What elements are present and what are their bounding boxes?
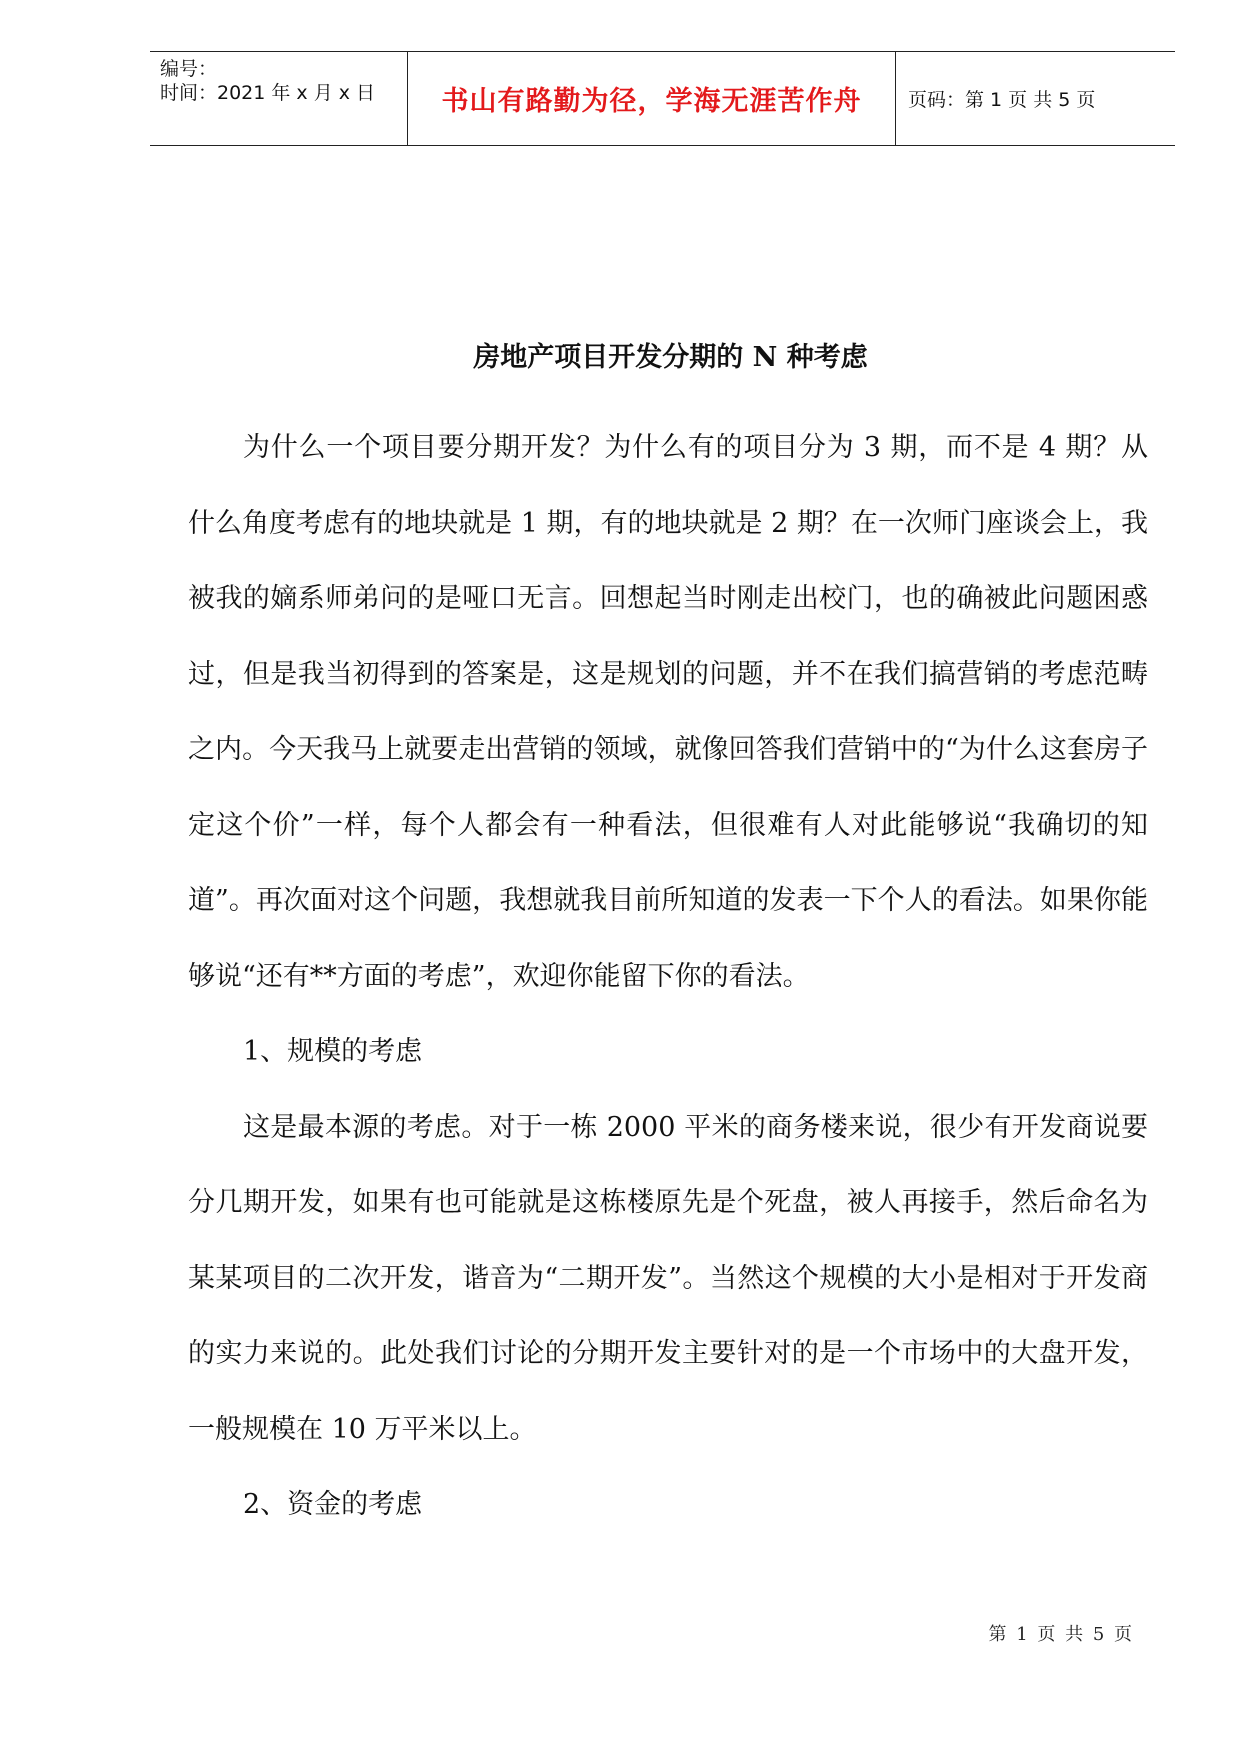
document-body [188,410,1148,1543]
header-motto: 书山有路勤为径，学海无涯苦作舟 [408,52,896,145]
header-page-info: 页码：第 1 页 共 5 页 [908,89,1096,111]
intro-paragraph: 为什么一个项目要分期开发？为什么有的项目分为 3 期，而不是 4 期？从什么角度考虑有的地块就是 1 期，有的地块就是 2 期？在一次师门座谈会上，我被我的嫡系师弟问的是哑口无言。回想起当时刚走出校门，也的确被此问题困惑过，但是我当初得到的答案是，这是规划的问题，并不在我们搞营销的考虑范畴之内。今天我马上就要走出营销的领域，就像回答我们营销中的“为什么这套房子定这个价”一样，每个人都会有一种看法，但很难有人对此能够说“我确切的知道”。再次面对这个问题，我想就我目前所知道的发表一下个人的看法。如果你能够说“还有**方面的考虑”，欢迎你能留下你的看法。 [188,432,1148,992]
section-heading-funding: 2、资金的考虑 [243,1489,423,1520]
header-meta [150,52,408,145]
scale-paragraph: 这是最本源的考虑。对于一栋 2000 平米的商务楼来说，很少有开发商说要分几期开发，如果有也可能就是这栋楼原先是个死盘，被人再接手，然后命名为某某项目的二次开发，谐音为“二期开发”。当然这个规模的大小是相对于开发商的实力来说的。此处我们讨论的分期开发主要针对的是一个市场中的大盘开发，一般规模在 10 万平米以上。 [188,1111,1148,1445]
section-heading-scale: 1、规模的考虑 [243,1036,423,1067]
document-title: 房地产项目开发分期的 N 种考虑 [473,342,868,373]
time-label: 时间：2021 年 x 月 x 日 [160,82,376,104]
document-header [150,51,1175,146]
page-footer: 第 1 页 共 5 页 [988,1624,1134,1645]
serial-label: 编号： [160,58,218,80]
